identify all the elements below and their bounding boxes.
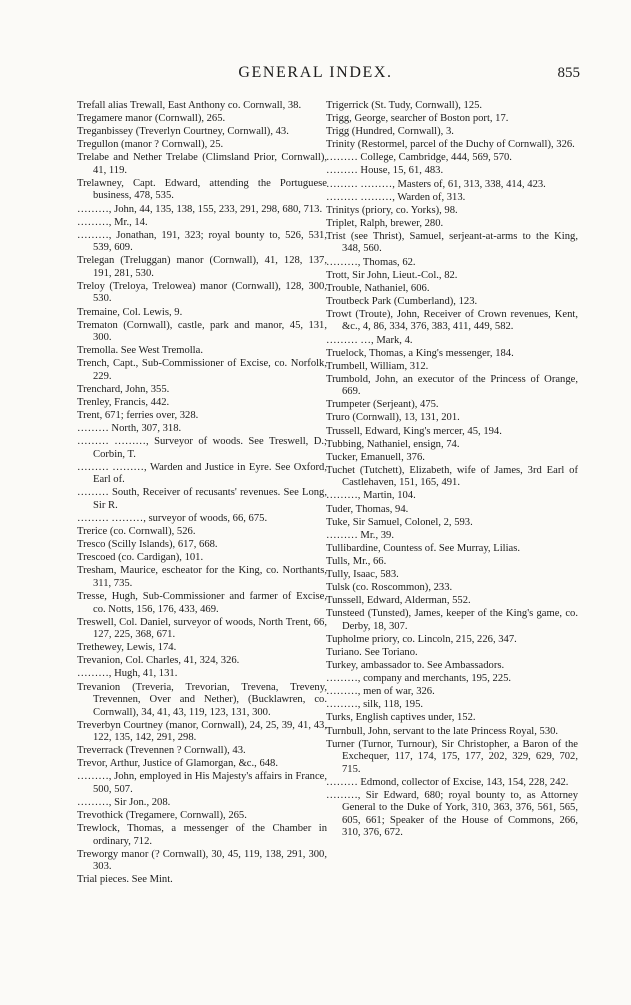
index-entry: ………, Sir Edward, 680; royal bounty to, as Attorney General to the Duke of York, 310, 363, 376, 561, 565, 605, 661; Speaker of the House of Commons, 266, 310, 376, 672. xyxy=(326,789,578,839)
index-entry: Trial pieces. See Mint. xyxy=(77,874,173,886)
index-entry: ……… North, 307, 318. xyxy=(77,423,182,435)
index-entry: ………, men of war, 326. xyxy=(326,686,435,698)
index-entry: Tully, Isaac, 583. xyxy=(326,569,399,580)
page-number: 855 xyxy=(557,65,580,81)
index-entry: Trussell, Edward, King's mercer, 45, 194. xyxy=(326,425,502,437)
index-entry: Tulsk (co. Roscommon), 233. xyxy=(326,582,453,594)
index-entry: Trinity (Restormel, parcel of the Duchy of Cornwall), 326. xyxy=(326,139,575,151)
index-entry: Trevanion, Col. Charles, 41, 324, 326. xyxy=(77,655,240,667)
index-entry: Turiano. See Toriano. xyxy=(326,646,418,658)
index-entry: ……… South, Receiver of recusants' revenues. See Long, Sir R. xyxy=(77,487,327,511)
index-entry: ……… …, Mark, 4. xyxy=(326,334,413,346)
index-entry: Tuchet (Tutchett), Elizabeth, wife of James, 3rd Earl of Castlehaven, 151, 165, 491. xyxy=(326,464,578,489)
index-entry: ……… ………, Surveyor of woods. See Treswell, D.; Corbin, T. xyxy=(77,436,327,460)
index-entry: Treloy (Treloya, Trelowea) manor (Cornwall), 128, 300, 530. xyxy=(77,280,327,305)
index-entry: ………, silk, 118, 195. xyxy=(326,699,424,711)
index-entry: Trist (see Thrist), Samuel, serjeant-at-arms to the King, 348, 560. xyxy=(326,230,578,255)
index-entry: Trescoed (co. Cardigan), 101. xyxy=(77,552,204,564)
index-entry: Tresham, Maurice, escheator for the King, co. Northants, 311, 735. xyxy=(77,565,327,589)
index-entry: Trowt (Troute), John, Receiver of Crown revenues, Kent, &c., 4, 86, 334, 376, 383, 411, 449, 582. xyxy=(326,308,578,333)
index-entry: Truelock, Thomas, a King's messenger, 184. xyxy=(326,347,514,359)
index-entry: Tresse, Hugh, Sub-Commissioner and farmer of Excise, co. Notts, 156, 176, 433, 469. xyxy=(77,591,327,615)
index-entry: Trevor, Arthur, Justice of Glamorgan, &c., 648. xyxy=(77,758,278,770)
index-entry: Tupholme priory, co. Lincoln, 215, 226, 347. xyxy=(326,633,517,645)
index-entry: Trelabe and Nether Trelabe (Climsland Prior, Cornwall), 41, 119. xyxy=(77,152,327,176)
index-entry: Treganbissey (Treverlyn Courtney, Cornwall), 43. xyxy=(77,126,289,138)
index-entry: Tremaine, Col. Lewis, 9. xyxy=(77,306,183,318)
index-entry: ……… ………, surveyor of woods, 66, 675. xyxy=(77,513,268,525)
index-entry: Tulls, Mr., 66. xyxy=(326,555,387,567)
index-entry: Trouble, Nathaniel, 606. xyxy=(326,282,430,294)
index-entry: Tucker, Emanuell, 376. xyxy=(326,451,425,463)
index-entry: Turnbull, John, servant to the late Princess Royal, 530. xyxy=(326,725,559,737)
index-entry: Trumbell, William, 312. xyxy=(326,360,429,372)
index-entry: Trematon (Cornwall), castle, park and manor, 45, 131, 300. xyxy=(77,319,327,344)
index-entry: ………, John, employed in His Majesty's affairs in France, 500, 507. xyxy=(77,771,327,795)
index-entry: Trigerrick (St. Tudy, Cornwall), 125. xyxy=(326,100,483,111)
index-entry: Treworgy manor (? Cornwall), 30, 45, 119, 138, 291, 300, 303. xyxy=(77,848,327,873)
index-column-right xyxy=(326,100,578,840)
index-entry: Truro (Cornwall), 13, 131, 201. xyxy=(326,412,460,424)
index-entry: ………, Thomas, 62. xyxy=(326,256,416,268)
index-entry: Trerice (co. Cornwall), 526. xyxy=(77,526,196,538)
index-entry: Trevothick (Tregamere, Cornwall), 265. xyxy=(77,810,247,822)
index-entry: Trigg (Hundred, Cornwall), 3. xyxy=(326,126,454,138)
index-entry: Turks, English captives under, 152. xyxy=(326,712,476,724)
index-entry: Trelegan (Treluggan) manor (Cornwall), 41, 128, 137, 191, 281, 530. xyxy=(77,255,327,279)
index-entry: Trewlock, Thomas, a messenger of the Chamber in ordinary, 712. xyxy=(77,823,327,847)
index-entry: Treverrack (Trevennen ? Cornwall), 43. xyxy=(77,745,246,757)
index-entry: Trenley, Francis, 442. xyxy=(77,397,170,408)
index-entry: Turkey, ambassador to. See Ambassadors. xyxy=(326,660,505,672)
index-entry: Tuder, Thomas, 94. xyxy=(326,503,409,515)
index-entry: ……… ………, Warden of, 313. xyxy=(326,191,466,203)
index-entry: Troutbeck Park (Cumberland), 123. xyxy=(326,295,478,307)
index-entry: Tubbing, Nathaniel, ensign, 74. xyxy=(326,438,460,450)
index-entry: Tregullon (manor ? Cornwall), 25. xyxy=(77,139,224,151)
index-entry: ………, company and merchants, 195, 225. xyxy=(326,673,512,685)
index-entry: ………, Jonathan, 191, 323; royal bounty to, 526, 531, 539, 609. xyxy=(77,229,327,254)
index-entry: Tuke, Sir Samuel, Colonel, 2, 593. xyxy=(326,516,473,528)
index-entry: Trenchard, John, 355. xyxy=(77,383,170,395)
index-entry: Triplet, Ralph, brewer, 280. xyxy=(326,217,444,229)
index-entry: Tunssell, Edward, Alderman, 552. xyxy=(326,595,471,607)
index-entry: ………, Mr., 14. xyxy=(77,216,148,228)
index-entry: ……… College, Cambridge, 444, 569, 570. xyxy=(326,152,512,164)
index-entry: ………, Hugh, 41, 131. xyxy=(77,668,178,680)
index-entry: Trent, 671; ferries over, 328. xyxy=(77,410,199,422)
index-entry: ………, Sir Jon., 208. xyxy=(77,796,171,808)
index-entry: Trevanion (Treveria, Trevorian, Trevena, Treveny, Trevennen, Over and Nether), (Bucklawren, co. Cornwall), 34, 41, 43, 119, 123, 131, 300. xyxy=(77,681,327,718)
index-entry: Trumbold, John, an executor of the Princess of Orange, 669. xyxy=(326,373,578,398)
index-entry: ………, Martin, 104. xyxy=(326,490,416,502)
index-entry: Trinitys (priory, co. Yorks), 98. xyxy=(326,204,458,216)
index-column-left xyxy=(77,100,327,887)
index-entry: Tresco (Scilly Islands), 617, 668. xyxy=(77,539,218,551)
index-entry: ………, John, 44, 135, 138, 155, 233, 291, 298, 680, 713. xyxy=(77,203,323,215)
index-entry: Turner (Turnor, Turnour), Sir Christopher, a Baron of the Exchequer, 117, 174, 175, 177, 202, 329, 629, 702, 715. xyxy=(326,738,578,775)
index-entry: Trigg, George, searcher of Boston port, 17. xyxy=(326,113,509,125)
index-entry: Trott, Sir John, Lieut.-Col., 82. xyxy=(326,269,458,281)
index-entry: Trench, Capt., Sub-Commissioner of Excise, co. Norfolk, 229. xyxy=(77,358,327,382)
index-entry: Tunsteed (Tunsted), James, keeper of the King's game, co. Derby, 18, 307. xyxy=(326,608,578,632)
index-entry: Trefall alias Trewall, East Anthony co. Cornwall, 38. xyxy=(77,100,302,111)
index-entry: ……… House, 15, 61, 483. xyxy=(326,165,444,177)
index-entry: Tremolla. See West Tremolla. xyxy=(77,345,203,357)
index-entry: ……… Mr., 39. xyxy=(326,529,394,541)
index-entry: ……… Edmond, collector of Excise, 143, 154, 228, 242. xyxy=(326,776,569,788)
index-entry: Tullibardine, Countess of. See Murray, Lilias. xyxy=(326,542,521,554)
index-entry: ……… ………, Warden and Justice in Eyre. See Oxford, Earl of. xyxy=(77,461,327,486)
page-header xyxy=(0,64,631,90)
index-entry: ……… ………, Masters of, 61, 313, 338, 414, 423. xyxy=(326,178,546,190)
index-entry: Treverbyn Courtney (manor, Cornwall), 24, 25, 39, 41, 43, 122, 135, 142, 291, 298. xyxy=(77,719,327,744)
index-entry: Trelawney, Capt. Edward, attending the Portuguese business, 478, 535. xyxy=(77,177,327,202)
index-entry: Tregamere manor (Cornwall), 265. xyxy=(77,113,226,125)
index-entry: Treswell, Col. Daniel, surveyor of woods, North Trent, 66, 127, 225, 368, 671. xyxy=(77,616,327,641)
page-title: GENERAL INDEX. xyxy=(238,64,393,81)
index-entry: Trethewey, Lewis, 174. xyxy=(77,642,177,654)
index-entry: Trumpeter (Serjeant), 475. xyxy=(326,399,439,411)
